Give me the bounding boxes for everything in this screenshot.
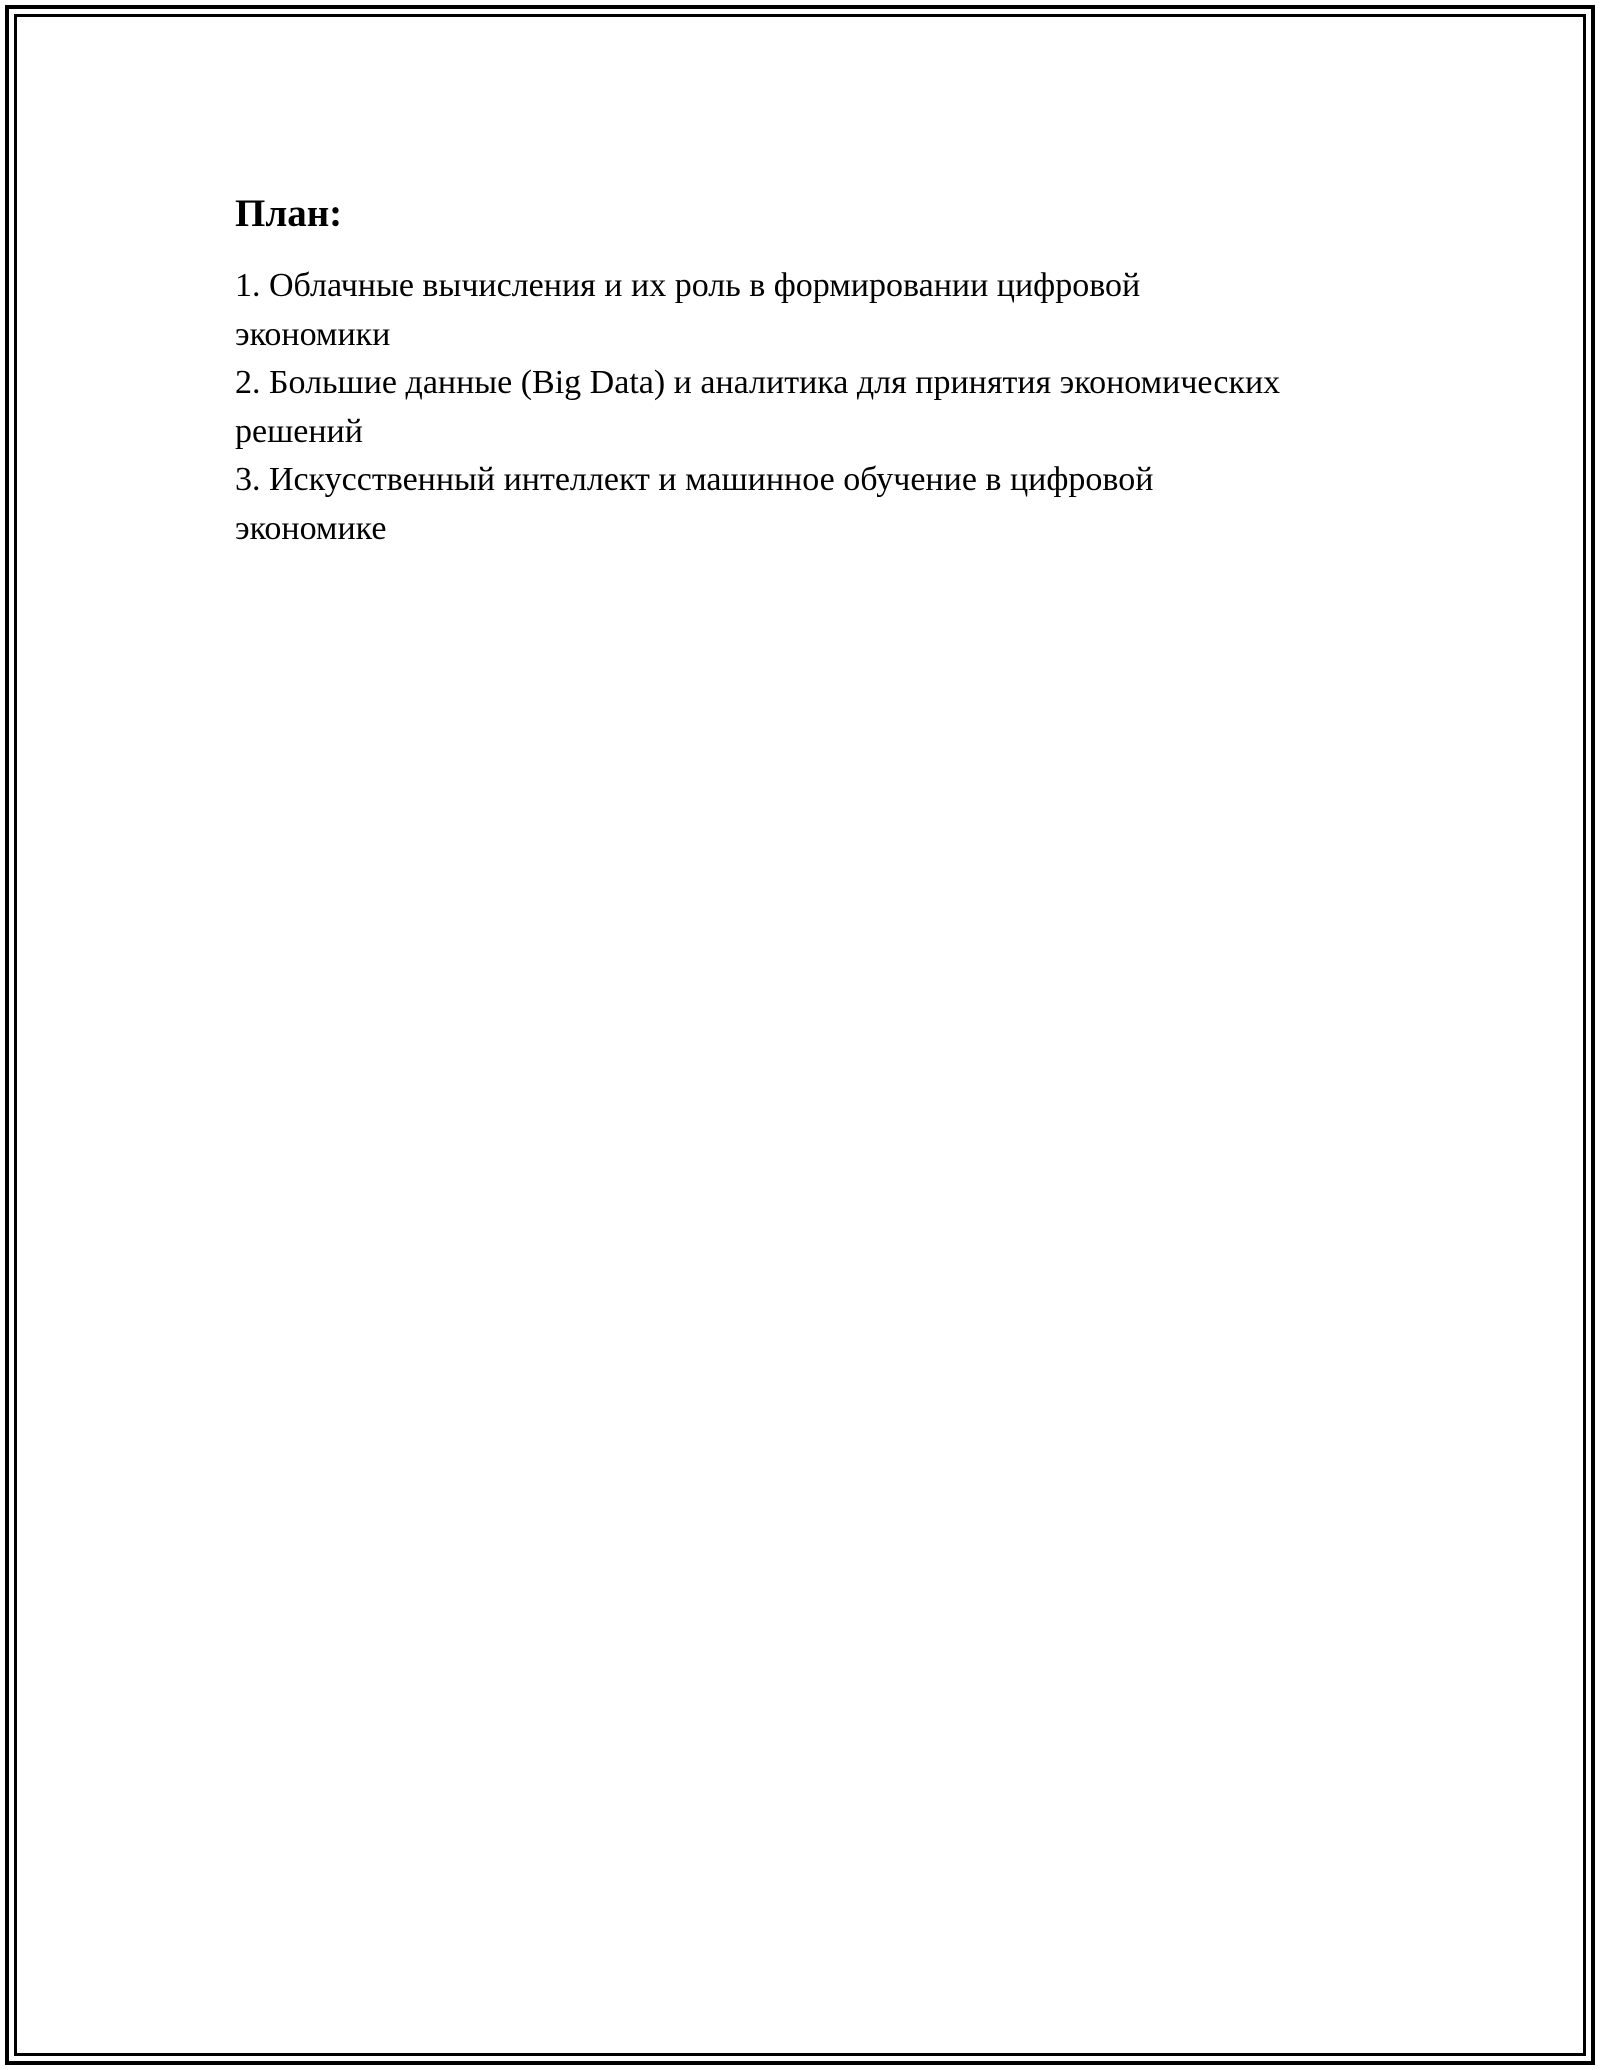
plan-list: [235, 262, 1415, 553]
plan-item-3: 3. Искусственный интеллект и машинное обучение в цифровой экономике: [235, 461, 1154, 547]
plan-item-1: 1. Облачные вычисления и их роль в формировании цифровой экономики: [235, 267, 1141, 353]
page-content: [235, 190, 1415, 553]
plan-heading: План:: [235, 192, 343, 235]
plan-item-2: 2. Большие данные (Big Data) и аналитика для принятия экономических решений: [235, 364, 1281, 450]
